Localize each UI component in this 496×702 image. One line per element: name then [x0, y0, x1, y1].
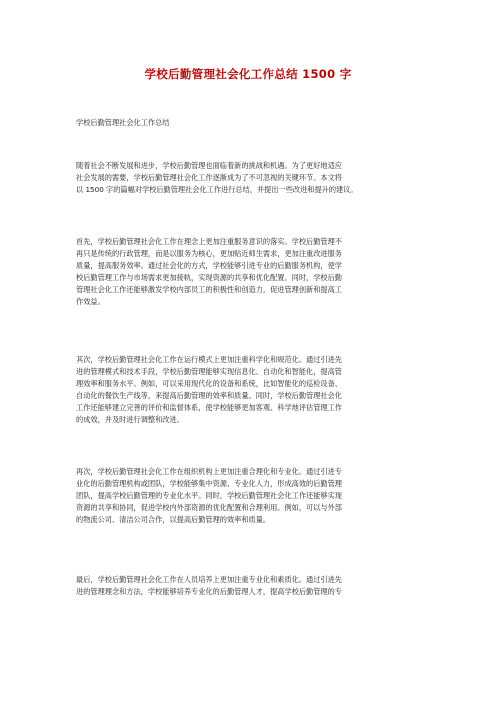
document-title: 学校后勤管理社会化工作总结 1500 字	[144, 67, 352, 81]
paragraph-line: 首先，学校后勤管理社会化工作在理念上更加注重服务意识的落实。学校后勤管理不	[76, 237, 342, 246]
paragraph-line: 业化的后勤管理机构或团队，学校能够集中资源、专业化人力，形成高效的后勤管理	[76, 479, 342, 488]
paragraph-line: 的物流公司、清洁公司合作，以提高后勤管理的效率和质量。	[76, 515, 271, 524]
paragraph-line: 进的管理理念和方法，学校能够培养专业化的后勤管理人才，提高学校后勤管理的专	[76, 587, 342, 596]
paragraph-line: 的成效，并及时进行调整和改进。	[76, 415, 184, 424]
paragraph-line: 以 1500 字的篇幅对学校后勤管理社会化工作进行总结，并提出一些改进和提升的建议。	[76, 185, 358, 194]
paragraph-line: 随着社会不断发展和进步，学校后勤管理也面临着新的挑战和机遇。为了更好地适应	[76, 161, 342, 170]
paragraph-line: 再次，学校后勤管理社会化工作在组织机构上更加注重合理化和专业化。通过引进专	[76, 467, 342, 476]
paragraph-line: 质量，提高服务效率。通过社会化的方式，学校能够引进专业的后勤服务机构，使学	[76, 261, 342, 270]
paragraph-line: 校后勤管理工作与市场需求更加接轨，实现资源的共享和优化配置。同时，学校后勤	[76, 273, 342, 282]
paragraph-first	[76, 236, 420, 308]
paragraph-line: 理效率和服务水平。例如，可以采用现代化的设备和系统，比如智能化的巡检设备、	[76, 379, 342, 388]
paragraph-line: 资源的共享和协同，促进学校内外部资源的优化配置和合理利用。例如，可以与外部	[76, 503, 342, 512]
paragraph-line: 自动化的餐饮生产线等，来提高后勤管理的效率和质量。同时，学校后勤管理社会化	[76, 391, 342, 400]
paragraph-line: 其次，学校后勤管理社会化工作在运行模式上更加注重科学化和规范化。通过引进先	[76, 355, 342, 364]
document-subtitle: 学校后勤管理社会化工作总结	[76, 118, 170, 127]
paragraph-line: 再只是传统的行政管理，而是以服务为核心，更加贴近师生需求，更加注重改进服务	[76, 249, 342, 258]
paragraph-line: 作效益。	[76, 297, 105, 306]
paragraph-third	[76, 466, 420, 526]
paragraph-line: 社会发展的需要，学校后勤管理社会化工作逐渐成为了不可忽视的关键环节。本文将	[76, 173, 342, 182]
paragraph-line: 工作还能够建立完善的评价和监督体系，使学校能够更加客观、科学地评估管理工作	[76, 403, 342, 412]
paragraph-line: 最后，学校后勤管理社会化工作在人员培养上更加注重专业化和素质化。通过引进先	[76, 575, 342, 584]
paragraph-line: 管理社会化工作还能够激发学校内部员工的积极性和创造力，促进管理创新和提高工	[76, 285, 342, 294]
paragraph-second	[76, 354, 420, 426]
paragraph-line: 进的管理模式和技术手段，学校后勤管理能够实现信息化、自动化和智能化，提高管	[76, 367, 342, 376]
paragraph-intro	[76, 160, 420, 196]
paragraph-line: 团队，提高学校后勤管理的专业化水平。同时，学校后勤管理社会化工作还能够实现	[76, 491, 342, 500]
paragraph-fourth	[76, 574, 420, 598]
